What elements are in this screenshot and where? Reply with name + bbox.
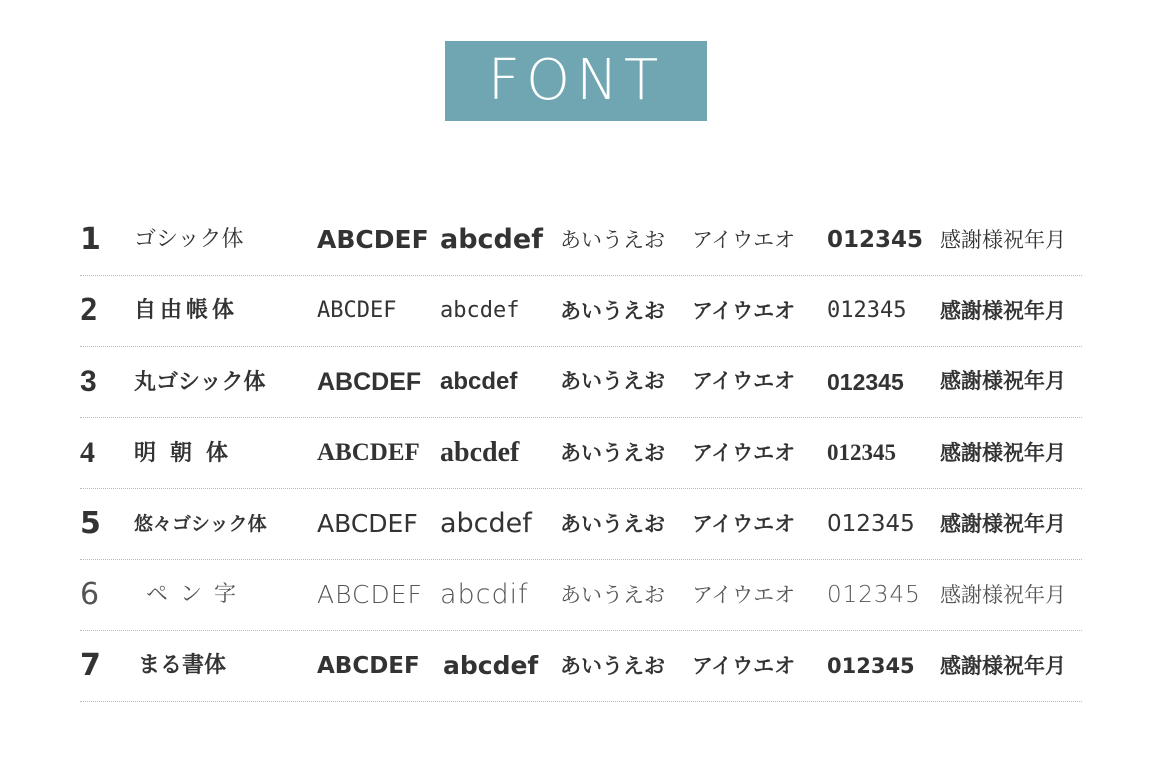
sample-lowercase: abcdef bbox=[440, 508, 532, 539]
sample-hiragana: あいうえお bbox=[560, 370, 665, 393]
font-number: 6 bbox=[80, 577, 100, 612]
sample-lowercase: abcdef bbox=[440, 437, 520, 468]
font-number: 2 bbox=[80, 293, 99, 328]
sample-katakana: アイウエオ bbox=[692, 299, 796, 323]
sample-uppercase: ABCDEF bbox=[317, 225, 429, 254]
sample-kanji: 感謝様祝年月 bbox=[940, 441, 1066, 465]
sample-katakana: アイウエオ bbox=[692, 228, 796, 252]
font-number: 7 bbox=[80, 648, 101, 683]
font-name: 悠々ゴシック体 bbox=[134, 513, 267, 535]
sample-uppercase: ABCDEF bbox=[317, 298, 397, 323]
font-number: 1 bbox=[80, 222, 101, 257]
sample-kanji: 感謝様祝年月 bbox=[940, 512, 1066, 536]
font-name: 明朝体 bbox=[134, 440, 243, 465]
sample-katakana: アイウエオ bbox=[692, 583, 796, 607]
sample-kanji: 感謝様祝年月 bbox=[940, 370, 1066, 393]
sample-hiragana: あいうえお bbox=[560, 299, 665, 323]
font-row-2 bbox=[80, 276, 1082, 347]
page-title: FONT bbox=[487, 48, 665, 113]
sample-hiragana: あいうえお bbox=[560, 654, 665, 678]
font-name: 自由帳体 bbox=[134, 298, 239, 323]
sample-lowercase: abcdef bbox=[443, 651, 539, 680]
sample-katakana: アイウエオ bbox=[692, 654, 796, 678]
sample-hiragana: あいうえお bbox=[560, 512, 665, 536]
sample-digits: 012345 bbox=[827, 227, 924, 253]
font-name: ゴシック体 bbox=[134, 227, 244, 252]
font-row-5 bbox=[80, 489, 1082, 560]
sample-lowercase: abcdef bbox=[440, 368, 518, 395]
font-row-1 bbox=[80, 205, 1082, 276]
font-name: まる書体 bbox=[138, 653, 227, 678]
font-number: 4 bbox=[80, 436, 95, 469]
font-row-7 bbox=[80, 631, 1082, 702]
sample-kanji: 感謝様祝年月 bbox=[940, 299, 1066, 323]
sample-uppercase: ABCDEF bbox=[317, 439, 420, 466]
font-name: ペン字 bbox=[146, 582, 249, 607]
sample-uppercase: ABCDEF bbox=[317, 653, 420, 679]
title-banner bbox=[445, 41, 707, 121]
sample-digits: 012345 bbox=[827, 440, 896, 465]
sample-digits: 012345 bbox=[827, 369, 904, 395]
font-number: 3 bbox=[80, 365, 97, 398]
sample-hiragana: あいうえお bbox=[560, 441, 665, 465]
sample-uppercase: ABCDEF bbox=[317, 368, 422, 396]
font-name: 丸ゴシック体 bbox=[134, 369, 266, 394]
sample-digits: 012345 bbox=[827, 654, 915, 678]
sample-digits: 012345 bbox=[827, 298, 907, 323]
font-sample-list bbox=[80, 205, 1082, 702]
font-row-4 bbox=[80, 418, 1082, 489]
sample-katakana: アイウエオ bbox=[692, 512, 796, 536]
sample-lowercase: abcdef bbox=[440, 224, 543, 255]
sample-lowercase: abcdif bbox=[440, 579, 529, 610]
sample-uppercase: ABCDEF bbox=[317, 580, 423, 609]
sample-lowercase: abcdef bbox=[440, 298, 520, 323]
sample-digits: 012345 bbox=[827, 511, 915, 537]
sample-katakana: アイウエオ bbox=[692, 370, 796, 393]
sample-digits: 012345 bbox=[827, 582, 921, 608]
font-row-3 bbox=[80, 347, 1082, 418]
sample-hiragana: あいうえお bbox=[560, 228, 665, 252]
sample-kanji: 感謝様祝年月 bbox=[940, 228, 1066, 252]
sample-uppercase: ABCDEF bbox=[317, 509, 418, 538]
sample-kanji: 感謝様祝年月 bbox=[940, 583, 1066, 607]
font-row-6 bbox=[80, 560, 1082, 631]
sample-katakana: アイウエオ bbox=[692, 441, 796, 465]
sample-kanji: 感謝様祝年月 bbox=[940, 654, 1066, 678]
sample-hiragana: あいうえお bbox=[560, 583, 665, 607]
font-number: 5 bbox=[80, 506, 101, 541]
